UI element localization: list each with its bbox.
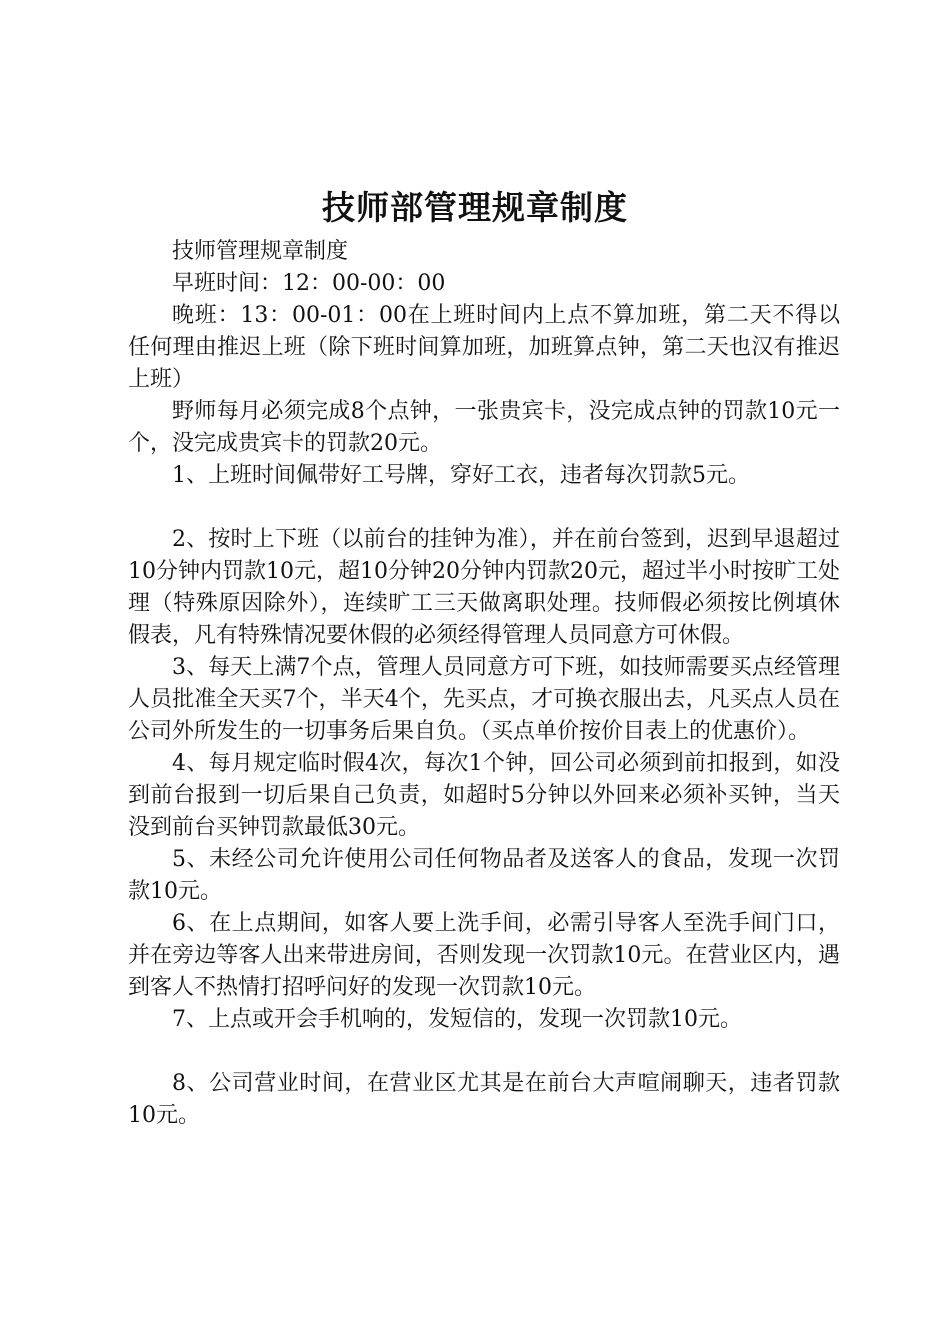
document-title: 技师部管理规章制度 — [322, 188, 628, 227]
paragraph-rule-1: 1、上班时间佩带好工号牌，穿好工衣，违者每次罚款5元。 — [172, 463, 750, 488]
paragraph-rule-5: 5、未经公司允许使用公司任何物品者及送客人的食品，发现一次罚款10元。 — [128, 847, 840, 904]
paragraph-rule-3: 3、每天上满7个点，管理人员同意方可下班，如技师需要买点经管理人员批准全天买7个，半天4个，先买点，才可换衣服出去，凡买点人员在公司外所发生的一切事务后果自负。（买点单价按价目表上的优惠价）。 — [128, 655, 840, 744]
paragraph-rule-2: 2、按时上下班（以前台的挂钟为准），并在前台签到，迟到早退超过10分钟内罚款10元，超10分钟20分钟内罚款20元，超过半小时按旷工处理（特殊原因除外），连续旷工三天做离职处理。技师假必须按比例填休假表，凡有特殊情况要休假的必须经得管理人员同意方可休假。 — [128, 527, 840, 648]
paragraph-evening-shift: 晚班：13：00-01：00在上班时间内上点不算加班，第二天不得以任何理由推迟上班（除下班时间算加班，加班算点钟，第二天也汉有推迟上班） — [128, 303, 840, 392]
paragraph-morning-shift: 早班时间：12：00-00：00 — [172, 271, 446, 296]
paragraph-rule-8: 8、公司营业时间，在营业区尤其是在前台大声喧闹聊天，违者罚款10元。 — [128, 1071, 840, 1128]
paragraph-rule-7: 7、上点或开会手机响的，发短信的，发现一次罚款10元。 — [172, 1007, 742, 1032]
paragraph-subtitle: 技师管理规章制度 — [172, 239, 349, 264]
paragraph-rule-4: 4、每月规定临时假4次，每次1个钟，回公司必须到前扣报到，如没到前台报到一切后果自己负责，如超时5分钟以外回来必须补买钟，当天没到前台买钟罚款最低30元。 — [128, 751, 840, 840]
paragraph-monthly-quota: 野师每月必须完成8个点钟，一张贵宾卡，没完成点钟的罚款10元一个，没完成贵宾卡的罚款20元。 — [128, 399, 840, 456]
document-body — [128, 236, 840, 1132]
paragraph-rule-6: 6、在上点期间，如客人要上洗手间，必需引导客人至洗手间门口，并在旁边等客人出来带进房间，否则发现一次罚款10元。在营业区内，遇到客人不热情打招呼问好的发现一次罚款10元。 — [128, 911, 840, 1000]
